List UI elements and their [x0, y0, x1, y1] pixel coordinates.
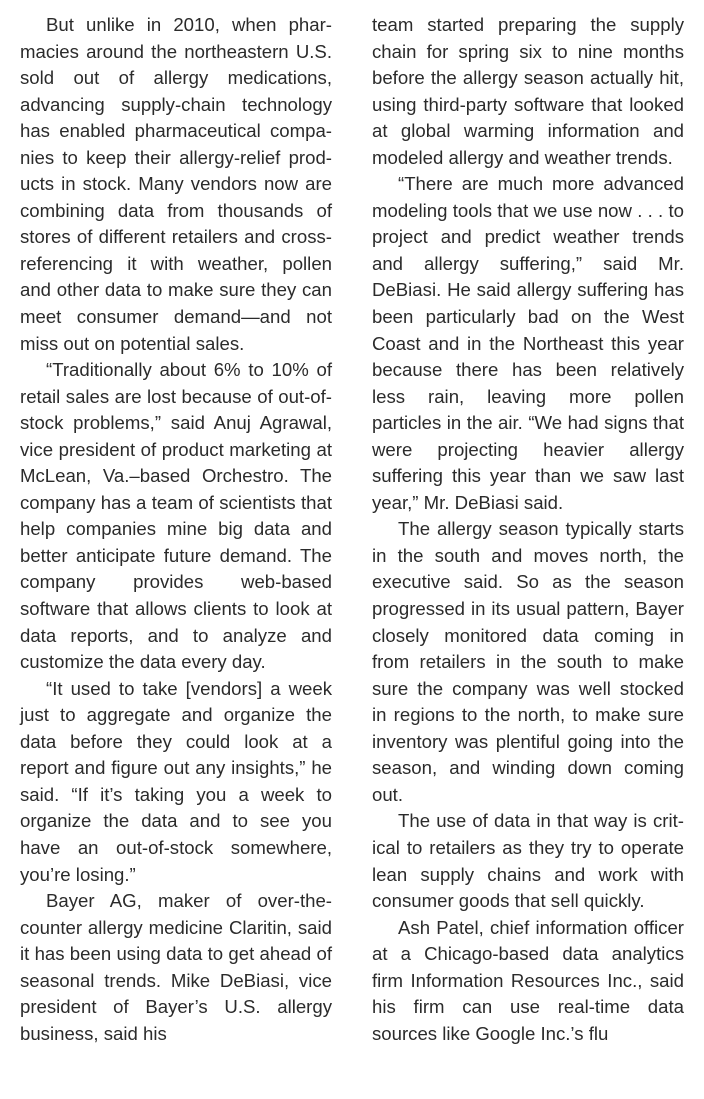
- paragraph: The use of data in that way is critical to retailers as they try to operate lean supply chains and work with consumer goods that sell quickly.: [372, 810, 684, 912]
- paragraph: Ash Patel, chief information officer at a Chicago-based data analytics firm Information Resources Inc., said his firm can use real-time data sources like Google Inc.’s flu: [372, 916, 684, 1044]
- paragraph: But unlike in 2010, when pharmacies around the northeastern U.S. sold out of allergy medications, advancing supply-chain technology has enabled pharmaceutical companies to keep their allergy-relief products in stock. Many vendors now are combining data from thousands of stores of different retailers and cross-referencing it with weather, pollen and other data to make sure they can meet consumer demand—and not miss out on potential sales.: [20, 14, 332, 354]
- paragraph-continuation: team started preparing the supply chain for spring six to nine months before the allergy season actually hit, using third-party software that looked at global warming information and modeled allergy and weather trends.: [372, 14, 684, 168]
- paragraph: Bayer AG, maker of over-the-counter allergy medicine Claritin, said it has been using data to get ahead of seasonal trends. Mike DeBiasi, vice president of Bayer’s U.S. allergy business, said his: [20, 890, 332, 1044]
- paragraph: “Traditionally about 6% to 10% of retail sales are lost because of out-of-stock problems,” said Anuj Agrawal, vice president of product marketing at McLean, Va.–based Orchestro. The company has a team of scientists that help companies mine big data and better anticipate future demand. The company provides web-based software that allows clients to look at data reports, and to analyze and customize the data every day.: [20, 359, 332, 673]
- paragraph: The allergy season typically starts in the south and moves north, the executive said. So as the season progressed in its usual pattern, Bayer closely monitored data coming in from retailers in the south to make sure the company was well stocked in regions to the north, to make sure inventory was plentiful going into the season, and winding down coming out.: [372, 518, 684, 805]
- paragraph: “There are much more advanced modeling tools that we use now . . . to project and predict weather trends and allergy suffering,” said Mr. DeBiasi. He said allergy suffering has been particularly bad on the West Coast and in the Northeast this year because there has been relatively less rain, leaving more pollen particles in the air. “We had signs that were projecting heavier allergy suffering this year than we saw last year,” Mr. DeBiasi said.: [372, 173, 684, 513]
- article-column-left: [20, 12, 332, 1047]
- paragraph: “It used to take [vendors] a week just to aggregate and organize the data before they could look at a report and figure out any insights,” he said. “If it’s taking you a week to organize the data and to see you have an out-of-stock somewhere, you’re losing.”: [20, 677, 332, 885]
- article-column-right: [372, 12, 684, 1047]
